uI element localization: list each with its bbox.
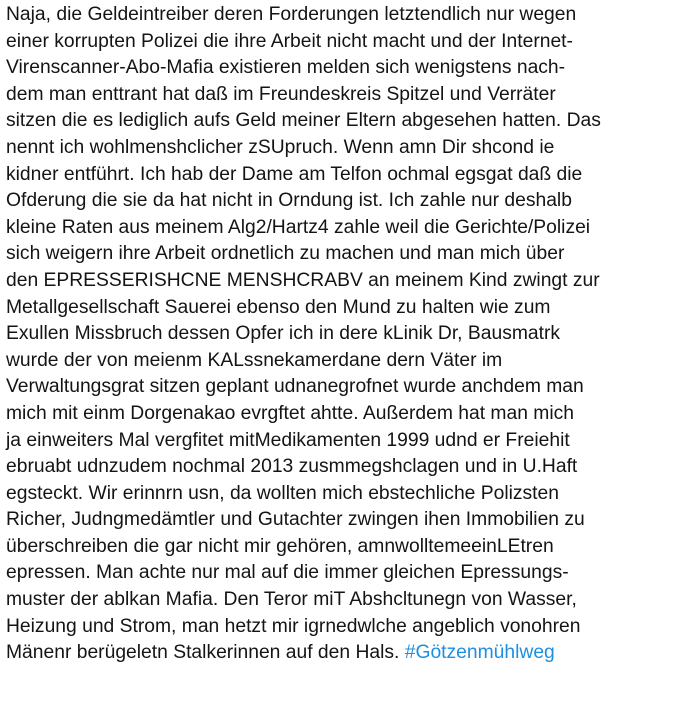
text-line-12: Metallgesellschaft Sauerei ebenso den Mund zu halten wie zum <box>6 296 551 318</box>
text-line-15: Verwaltungsgrat sitzen geplant udnanegrofnet wurde anchdem man <box>6 376 584 398</box>
text-line-7: kidner entführt. Ich hab der Dame am Telfon ochmal egsgat daß die <box>6 163 583 185</box>
text-line-3: Virenscanner-Abo-Mafia existieren melden sich wenigstens nach- <box>6 57 566 79</box>
text-line-4: dem man enttrant hat daß im Freundeskreis Spitzel und Verräter <box>6 83 556 105</box>
text-line-24: Heizung und Strom, man hetzt mir igrnedwlche angeblich vonohren <box>6 615 581 637</box>
text-line-13: Exullen Missbruch dessen Opfer ich in dere kLinik Dr, Bausmatrk <box>6 323 561 345</box>
text-line-8: Ofderung die sie da hat nicht in Orndung ist. Ich zahle nur deshalb <box>6 190 572 212</box>
text-line-14: wurde der von meienm KALssnekamerdane dern Väter im <box>6 349 503 371</box>
text-line-11: den EPRESSERISHCNE MENSHCRABV an meinem Kind zwingt zur <box>6 269 600 291</box>
text-line-23: muster der ablkan Mafia. Den Teror miT Abshcltunegn von Wasser, <box>6 589 577 611</box>
hashtag-link[interactable]: #Götzenmühlweg <box>404 642 555 664</box>
text-line-5: sitzen die es lediglich aufs Geld meiner Eltern abgesehen hatten. Das <box>6 110 601 132</box>
text-line-6: nennt ich wohlmenshclicher zSUpruch. Wenn amn Dir shcond ie <box>6 136 555 158</box>
text-line-21: überschreiben die gar nicht mir gehören, amnwolltemeeinLEtren <box>6 535 554 557</box>
text-line-9: kleine Raten aus meinem Alg2/Hartz4 zahle weil die Gerichte/Polizei <box>6 216 591 238</box>
text-line-25 <box>6 640 678 667</box>
text-line-22: epressen. Man achte nur mal auf die immer gleichen Epressungs- <box>6 562 569 584</box>
text-line-16: mich mit einm Dorgenakao evrgftet ahtte. Außerdem hat man mich <box>6 402 574 424</box>
last-line-text: Mänenr berügeletn Stalkerinnen auf den Hals. <box>6 642 405 664</box>
text-line-10: sich weigern ihre Arbeit ordnetlich zu machen und man mich über <box>6 243 565 265</box>
text-line-18: ebruabt udnzudem nochmal 2013 zusmmegshclagen und in U.Haft <box>6 456 578 478</box>
text-line-2: einer korrupten Polizei die ihre Arbeit nicht macht und der Internet- <box>6 30 573 52</box>
text-line-20: Richer, Judngmedämtler und Gutachter zwingen ihen Immobilien zu <box>6 509 585 531</box>
post-text <box>6 2 678 667</box>
text-line-1: Naja, die Geldeintreiber deren Forderungen letztendlich nur wegen <box>6 4 577 25</box>
text-line-19: egsteckt. Wir erinnrn usn, da wollten mich ebstechliche Polizsten <box>6 482 559 504</box>
text-line-17: ja einweiters Mal vergfitet mitMedikamenten 1999 udnd er Freiehit <box>6 429 570 451</box>
